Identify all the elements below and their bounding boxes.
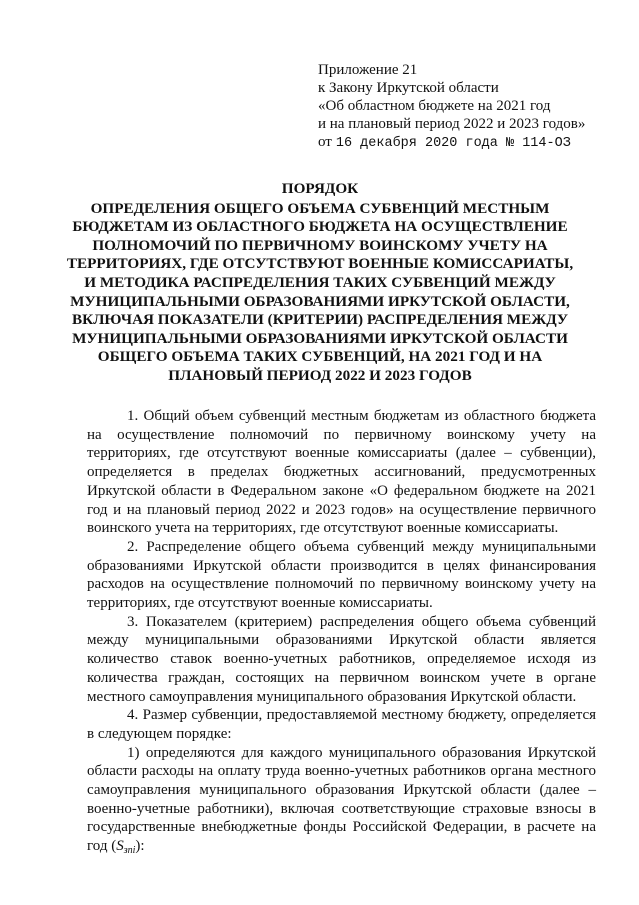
paragraph-1: 1. Общий объем субвенций местным бюджетам из областного бюджета на осуществление полномочий по первичному воинскому учету на территориях, где отсутствуют военные комиссариаты (далее – субвенции), определяется в пределах бюджетных ассигнований, предусмотренных Иркутской области в Федеральном законе «О федеральном бюджете на 2021 год и на плановый период 2022 и 2023 годов» на осуществление первичного воинского учета на территориях, где отсутствуют военные комиссариаты. bbox=[87, 408, 596, 537]
appendix-date-number: 16 декабря 2020 года № 114-ОЗ bbox=[335, 136, 571, 151]
paragraph-4: 4. Размер субвенции, предоставляемой местному бюджету, определяется в следующем порядке: bbox=[87, 707, 596, 742]
document-title bbox=[60, 180, 580, 386]
paragraph-2: 2. Распределение общего объема субвенций между муниципальными образованиями Иркутской области производится в целях финансирования расходов на осуществление полномочий по первичному воинскому учету на территориях, где отсутствуют военные комиссариаты. bbox=[87, 538, 596, 612]
appendix-line-1: Приложение 21 bbox=[318, 62, 418, 78]
appendix-reference bbox=[318, 61, 618, 153]
formula-symbol-letter: S bbox=[116, 838, 124, 855]
appendix-date-prefix: от bbox=[318, 134, 332, 150]
formula-subscript: зпi bbox=[123, 845, 136, 857]
appendix-line-3: «Об областном бюджете на 2021 год bbox=[318, 98, 551, 114]
formula-suffix: ): bbox=[135, 838, 145, 855]
paragraph-5 bbox=[87, 744, 596, 861]
paragraph-5-text: 1) определяются для каждого муниципального образования Иркутской области расходы на оплату труда военно-учетных работников органа местного самоуправления муниципального образования Иркутской области (далее – военно-учетные работники), включая соответствующие страховые взносы в государственные внебюджетные фонды Российской Федерации, в расчете на год ( bbox=[87, 744, 596, 855]
formula-symbol bbox=[116, 838, 136, 857]
title-text: ОПРЕДЕЛЕНИЯ ОБЩЕГО ОБЪЕМА СУБВЕНЦИЙ МЕСТНЫМ БЮДЖЕТАМ ИЗ ОБЛАСТНОГО БЮДЖЕТА НА ОСУЩЕСТВЛЕНИЕ ПОЛНОМОЧИЙ ПО ПЕРВИЧНОМУ ВОИНСКОМУ УЧЕТУ НА ТЕРРИТОРИЯХ, ГДЕ ОТСУТСТВУЮТ ВОЕННЫЕ КОМИССАРИАТЫ, И МЕТОДИКА РАСПРЕДЕЛЕНИЯ ТАКИХ СУБВЕНЦИЙ МЕЖДУ МУНИЦИПАЛЬНЫМИ ОБРАЗОВАНИЯМИ ИРКУТСКОЙ ОБЛАСТИ, ВКЛЮЧАЯ ПОКАЗАТЕЛИ (КРИТЕРИИ) РАСПРЕДЕЛЕНИЯ МЕЖДУ МУНИЦИПАЛЬНЫМИ ОБРАЗОВАНИЯМИ ИРКУТСКОЙ ОБЛАСТИ ОБЩЕГО ОБЪЕМА ТАКИХ СУБВЕНЦИЙ, НА 2021 ГОД И НА ПЛАНОВЫЙ ПЕРИОД 2022 И 2023 ГОДОВ bbox=[66, 199, 574, 384]
paragraph-3: 3. Показателем (критерием) распределения общего объема субвенций между муниципальными образованиями Иркутской области является количество ставок военно-учетных работников, определяемое исходя из количества граждан, состоящих на первичном воинском учете в органе местного самоуправления муниципального образования Иркутской области. bbox=[87, 613, 596, 705]
appendix-line-4: и на плановый период 2022 и 2023 годов» bbox=[318, 116, 586, 132]
appendix-line-2: к Закону Иркутской области bbox=[318, 80, 499, 96]
document-body bbox=[87, 407, 596, 861]
appendix-date-line bbox=[318, 133, 618, 153]
title-heading: ПОРЯДОК bbox=[281, 180, 359, 197]
